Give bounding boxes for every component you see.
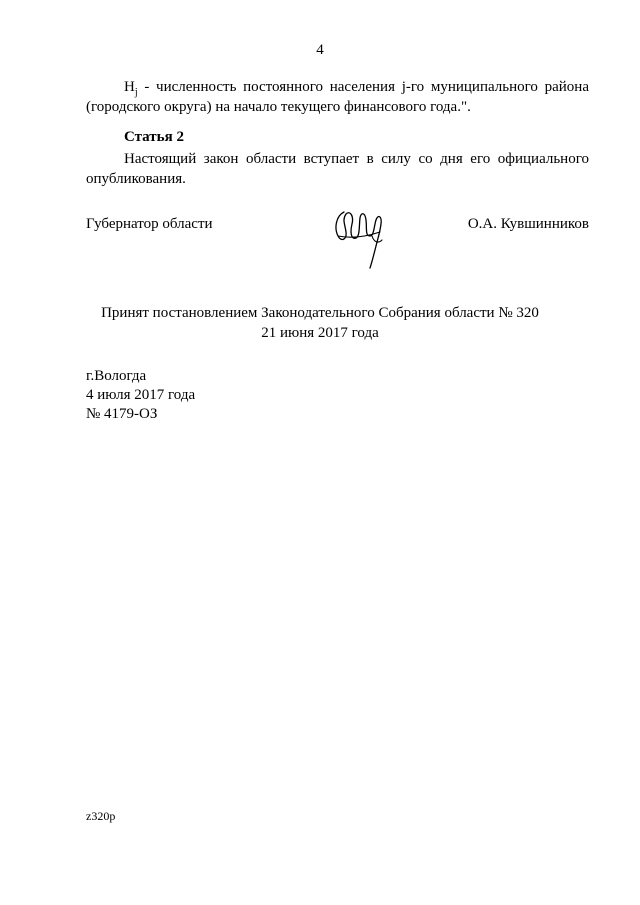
definition-symbol: H xyxy=(124,79,135,95)
definition-paragraph xyxy=(86,77,589,117)
page-number: 4 xyxy=(316,42,324,58)
place-date: 4 июля 2017 года xyxy=(86,387,196,403)
definition-subscript: j xyxy=(134,87,138,98)
definition-line-1-text: - численность постоянного населения j-го муниципального района xyxy=(137,79,589,95)
adoption-statement xyxy=(0,303,640,343)
article-2-heading: Статья 2 xyxy=(124,129,184,145)
handwritten-signature-icon xyxy=(332,202,392,272)
place-city: г.Вологда xyxy=(86,368,147,384)
adoption-line-2: 21 июня 2017 года xyxy=(261,325,379,341)
article-2-line-1: Настоящий закон области вступает в силу со дня его официального xyxy=(124,151,589,167)
footer-code: z320p xyxy=(86,809,116,823)
adoption-line-1: Принят постановлением Законодательного Собрания области № 320 xyxy=(101,305,539,321)
signature-name: О.А. Кувшинников xyxy=(467,216,589,232)
law-number: № 4179-ОЗ xyxy=(86,406,158,422)
signature-role: Губернатор области xyxy=(86,216,213,232)
signature-block xyxy=(86,216,589,286)
definition-line-1 xyxy=(86,77,589,97)
article-2-paragraph xyxy=(86,149,589,189)
definition-line-2: (городского округа) на начало текущего финансового года.". xyxy=(86,99,471,115)
place-date-block xyxy=(86,367,195,424)
article-2-line-2: опубликования. xyxy=(86,171,186,187)
